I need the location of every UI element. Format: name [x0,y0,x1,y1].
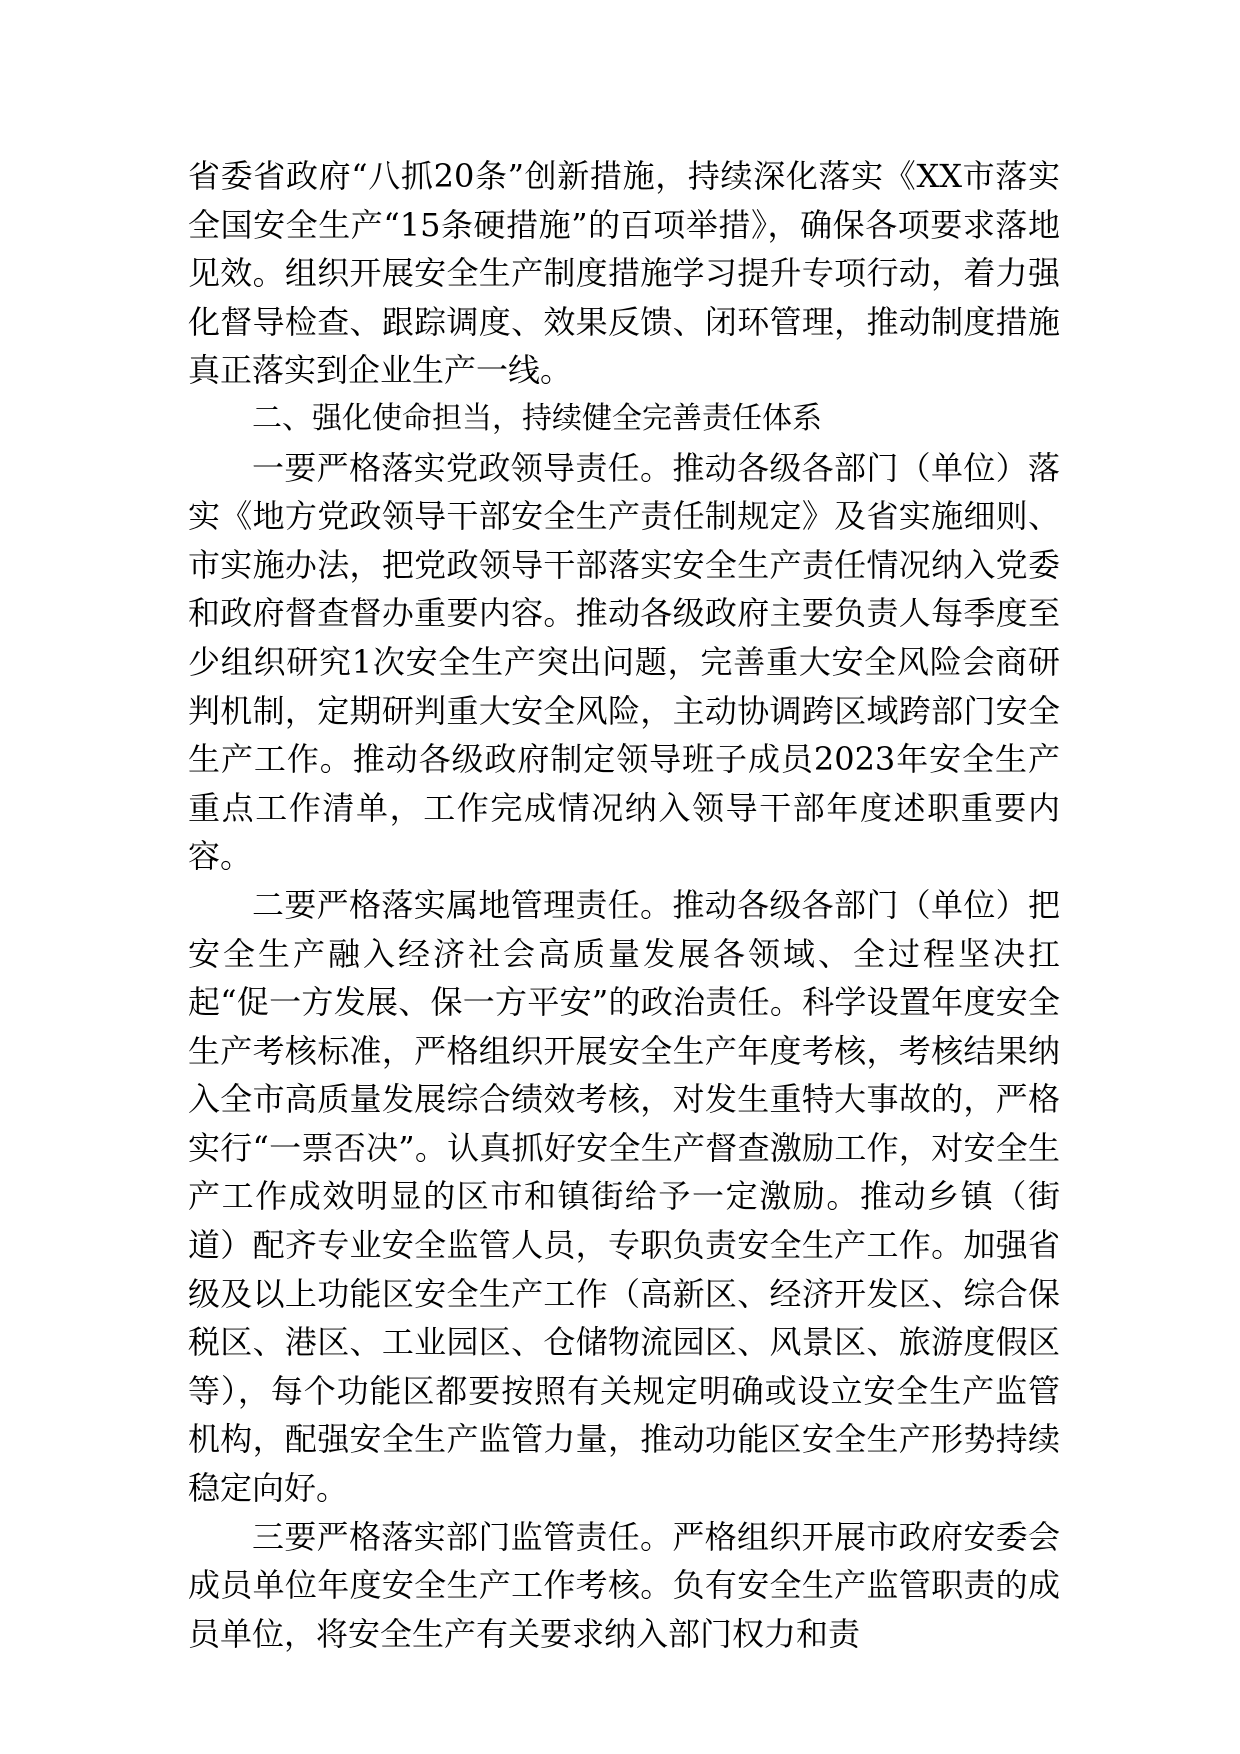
paragraph-territorial-management: 二要严格落实属地管理责任。推动各级各部门（单位）把安全生产融入经济社会高质量发展各领域、全过程坚决扛起“促一方发展、保一方平安”的政治责任。科学设置年度安全生产考核标准，严格组织开展安全生产年度考核，考核结果纳入全市高质量发展综合绩效考核，对发生重特大事故的，严格实行“一票否决”。认真抓好安全生产督查激励工作，对安全生产工作成效明显的区市和镇街给予一定激励。推动乡镇（街道）配齐专业安全监管人员，专职负责安全生产工作。加强省级及以上功能区安全生产工作（高新区、经济开发区、综合保税区、港区、工业园区、仓储物流园区、风景区、旅游度假区等），每个功能区都要按照有关规定明确或设立安全生产监管机构，配强安全生产监管力量，推动功能区安全生产形势持续稳定向好。 [188,885,1060,1508]
section-heading: 二、强化使命担当，持续健全完善责任体系 [252,400,822,436]
paragraph-department-supervision: 三要严格落实部门监管责任。严格组织开展市政府安委会成员单位年度安全生产工作考核。负有安全生产监管职责的成员单位，将安全生产有关要求纳入部门权力和责 [188,1517,1060,1653]
document-page [188,152,1060,1658]
paragraph-party-leadership: 一要严格落实党政领导责任。推动各级各部门（单位）落实《地方党政领导干部安全生产责任制规定》及省实施细则、市实施办法，把党政领导干部落实安全生产责任情况纳入党委和政府督查督办重要内容。推动各级政府主要负责人每季度至少组织研究1次安全生产突出问题，完善重大安全风险会商研判机制，定期研判重大安全风险，主动协调跨区域跨部门安全生产工作。推动各级政府制定领导班子成员2023年安全生产重点工作清单，工作完成情况纳入领导干部年度述职重要内容。 [188,448,1060,876]
paragraph-continued: 省委省政府“八抓20条”创新措施，持续深化落实《XX市落实全国安全生产“15条硬措施”的百项举措》，确保各项要求落地见效。组织开展安全生产制度措施学习提升专项行动，着力强化督导检查、跟踪调度、效果反馈、闭环管理，推动制度措施真正落实到企业生产一线。 [188,157,1060,390]
